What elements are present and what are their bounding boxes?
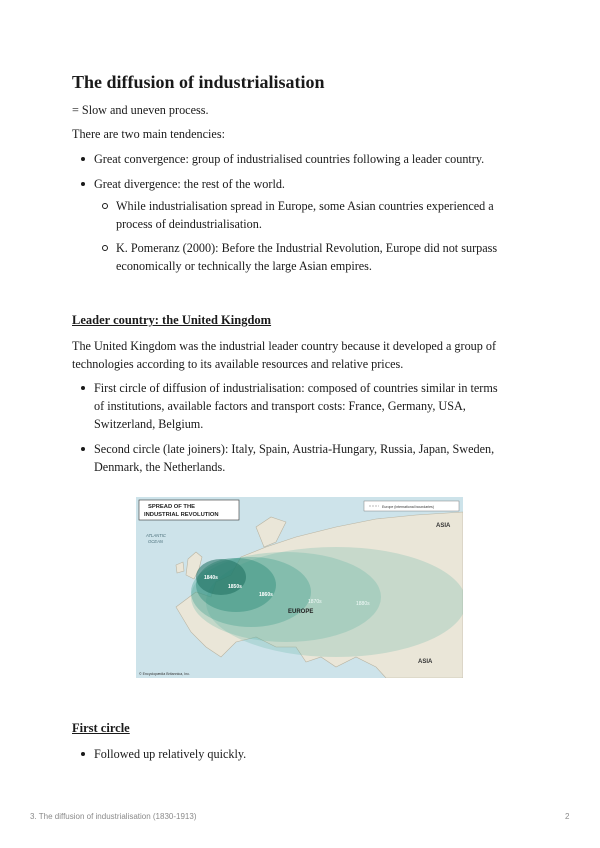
map-1880s: 1880s xyxy=(356,601,370,607)
map-asia-bottom: ASIA xyxy=(418,659,433,665)
sublist-item: While industrialisation spread in Europe, some Asian countries experienced a process of deindustrialisation. xyxy=(94,197,502,233)
divergence-sublist xyxy=(94,197,502,275)
footer-page-number: 2 xyxy=(565,812,570,821)
list-item: First circle of diffusion of industrialisation: composed of countries similar in terms of institutions, available factors and transport costs: France, Germany, USA, Switzerland, Belgium. xyxy=(72,379,502,433)
intro-line-2: There are two main tendencies: xyxy=(72,127,225,141)
industrial-revolution-map xyxy=(136,497,463,678)
list-item xyxy=(72,175,502,275)
map-credit: © Encyclopædia Britannica, Inc. xyxy=(139,672,190,676)
map-1840s: 1840s xyxy=(204,575,218,581)
first-circle-list xyxy=(72,745,502,763)
sublist-item: K. Pomeranz (2000): Before the Industrial Revolution, Europe did not surpass economically or technically the large Asian empires. xyxy=(94,239,502,275)
map-asia-top: ASIA xyxy=(436,523,451,529)
map-legend-text: Europe (international boundaries) xyxy=(382,505,434,509)
list-item: Second circle (late joiners): Italy, Spain, Austria-Hungary, Russia, Japan, Sweden, Denmark, the Netherlands. xyxy=(72,440,502,476)
list-item: Followed up relatively quickly. xyxy=(72,745,502,763)
tendencies-list xyxy=(72,150,502,275)
intro-line-1: = Slow and uneven process. xyxy=(72,103,209,117)
map-atlantic: ATLANTIC xyxy=(146,533,166,538)
map-1850s: 1850s xyxy=(228,584,242,590)
map-1860s: 1860s xyxy=(259,592,273,598)
circles-list xyxy=(72,379,502,476)
leader-heading: Leader country: the United Kingdom xyxy=(72,313,272,327)
list-item-text: Great divergence: the rest of the world. xyxy=(94,177,285,191)
footer-chapter: 3. The diffusion of industrialisation (1830-1913) xyxy=(30,812,197,821)
map-title-line2: INDUSTRIAL REVOLUTION xyxy=(144,512,219,518)
map-europe: EUROPE xyxy=(288,609,314,615)
list-item: Great convergence: group of industrialised countries following a leader country. xyxy=(72,150,502,168)
map-ocean: OCEAN xyxy=(148,539,163,544)
first-circle-heading: First circle xyxy=(72,721,130,735)
leader-paragraph: The United Kingdom was the industrial leader country because it developed a group of technologies according to its available resources and relative prices. xyxy=(72,339,497,371)
page-title: The diffusion of industrialisation xyxy=(72,72,325,92)
map-1870s: 1870s xyxy=(308,599,322,605)
map-title-line1: SPREAD OF THE xyxy=(148,504,196,510)
